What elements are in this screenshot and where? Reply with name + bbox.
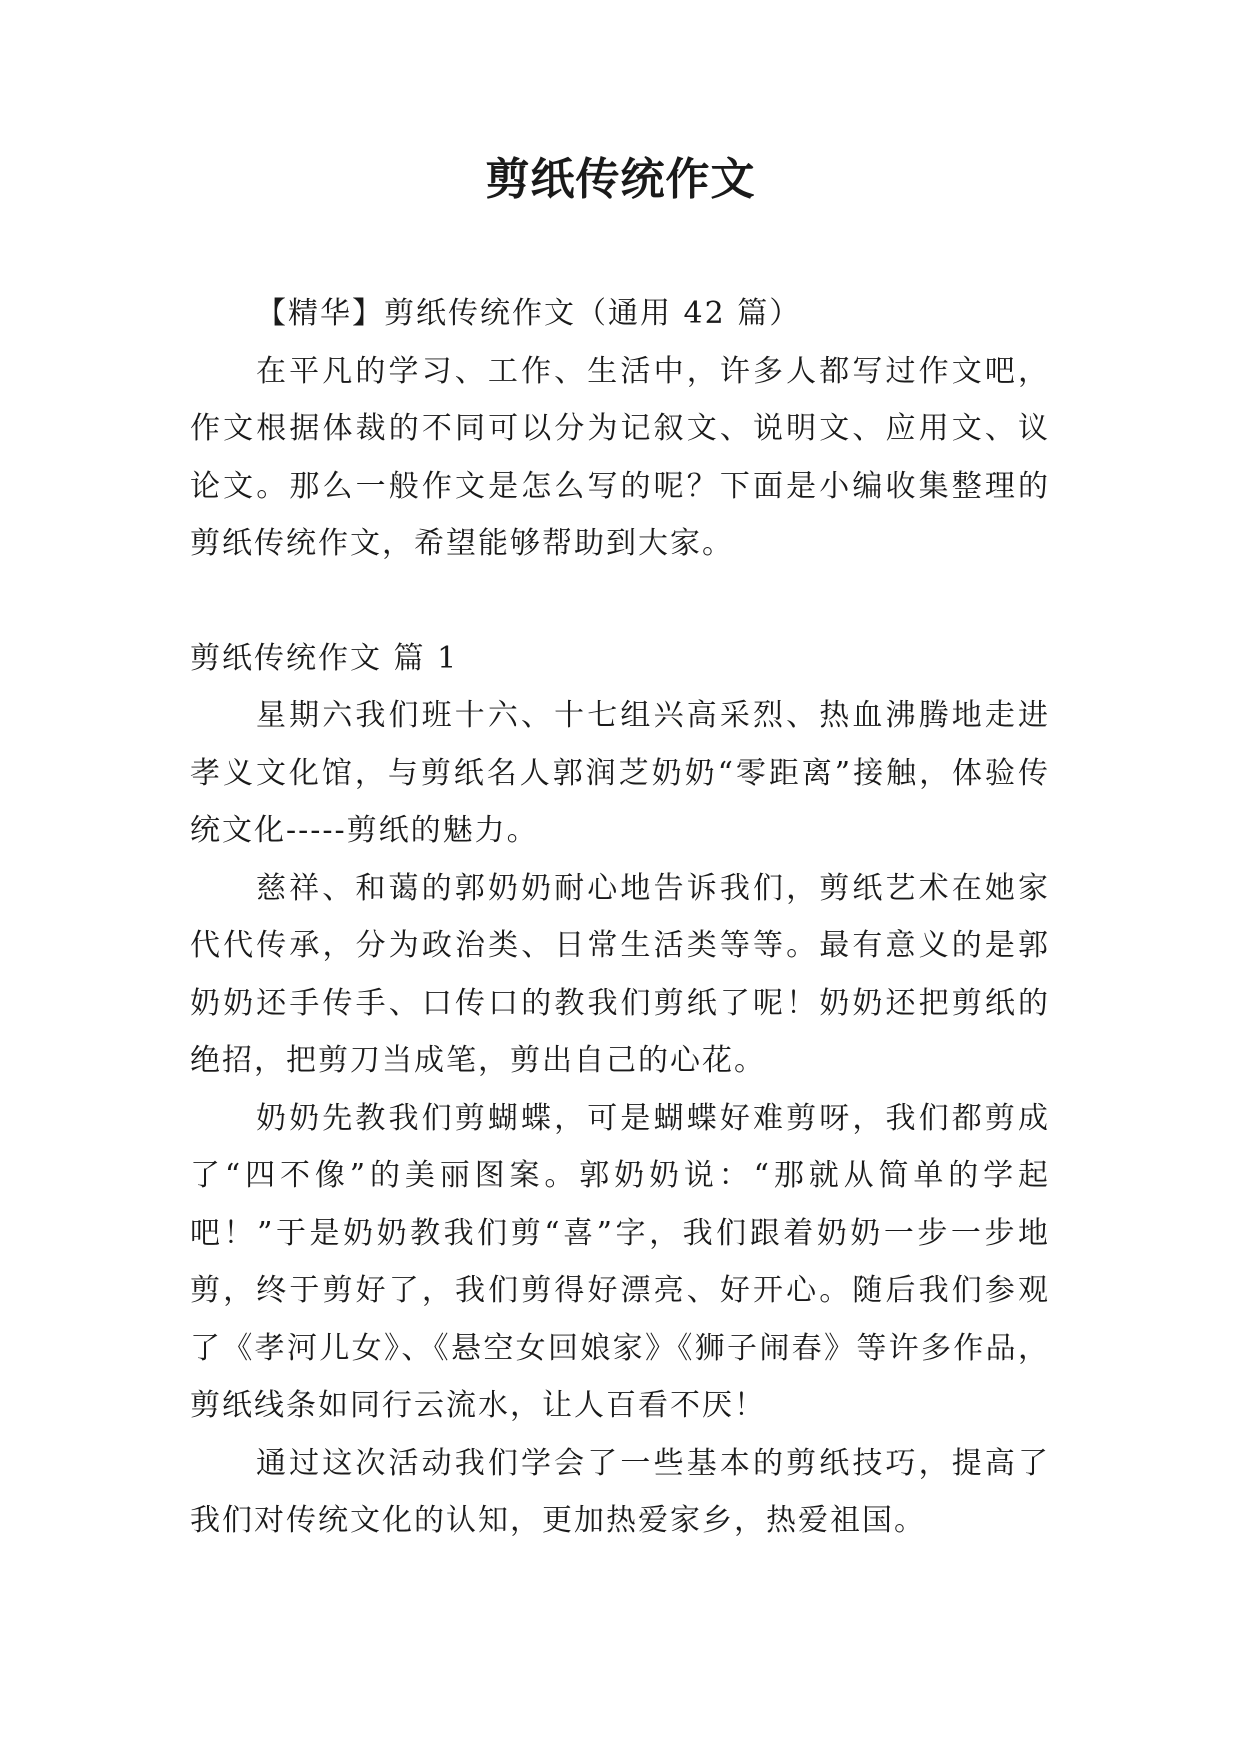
document-title: 剪纸传统作文 [485, 154, 756, 205]
body-paragraph: 慈祥、和蔼的郭奶奶耐心地告诉我们，剪纸艺术在她家代代传承，分为政治类、日常生活类等等。最有意义的是郭奶奶还手传手、口传口的教我们剪纸了呢！奶奶还把剪纸的绝招，把剪刀当成笔，剪出自己的心花。 [190, 870, 1050, 1078]
body-paragraph: 星期六我们班十六、十七组兴高采烈、热血沸腾地走进孝义文化馆，与剪纸名人郭润芝奶奶“零距离”接触，体验传统文化-----剪纸的魅力。 [190, 698, 1050, 848]
section-spacer [190, 573, 1050, 630]
body-paragraph: 奶奶先教我们剪蝴蝶，可是蝴蝶好难剪呀，我们都剪成了“四不像”的美丽图案。郭奶奶说：“那就从简单的学起吧！”于是奶奶教我们剪“喜”字，我们跟着奶奶一步一步地剪，终于剪好了，我们剪得好漂亮、好开心。随后我们参观了《孝河儿女》、《悬空女回娘家》《狮子闹春》等许多作品，剪纸线条如同行云流水，让人百看不厌！ [190, 1100, 1050, 1423]
intro-paragraph: 在平凡的学习、工作、生活中，许多人都写过作文吧，作文根据体裁的不同可以分为记叙文、说明文、应用文、议论文。那么一般作文是怎么写的呢？下面是小编收集整理的剪纸传统作文，希望能够帮助到大家。 [190, 353, 1050, 561]
document-body [190, 285, 1050, 1550]
section-heading: 剪纸传统作文 篇 1 [190, 640, 459, 676]
document-subtitle: 【精华】剪纸传统作文（通用 42 篇） [256, 296, 802, 331]
body-paragraph: 通过这次活动我们学会了一些基本的剪纸技巧，提高了我们对传统文化的认知，更加热爱家乡，热爱祖国。 [190, 1445, 1050, 1538]
